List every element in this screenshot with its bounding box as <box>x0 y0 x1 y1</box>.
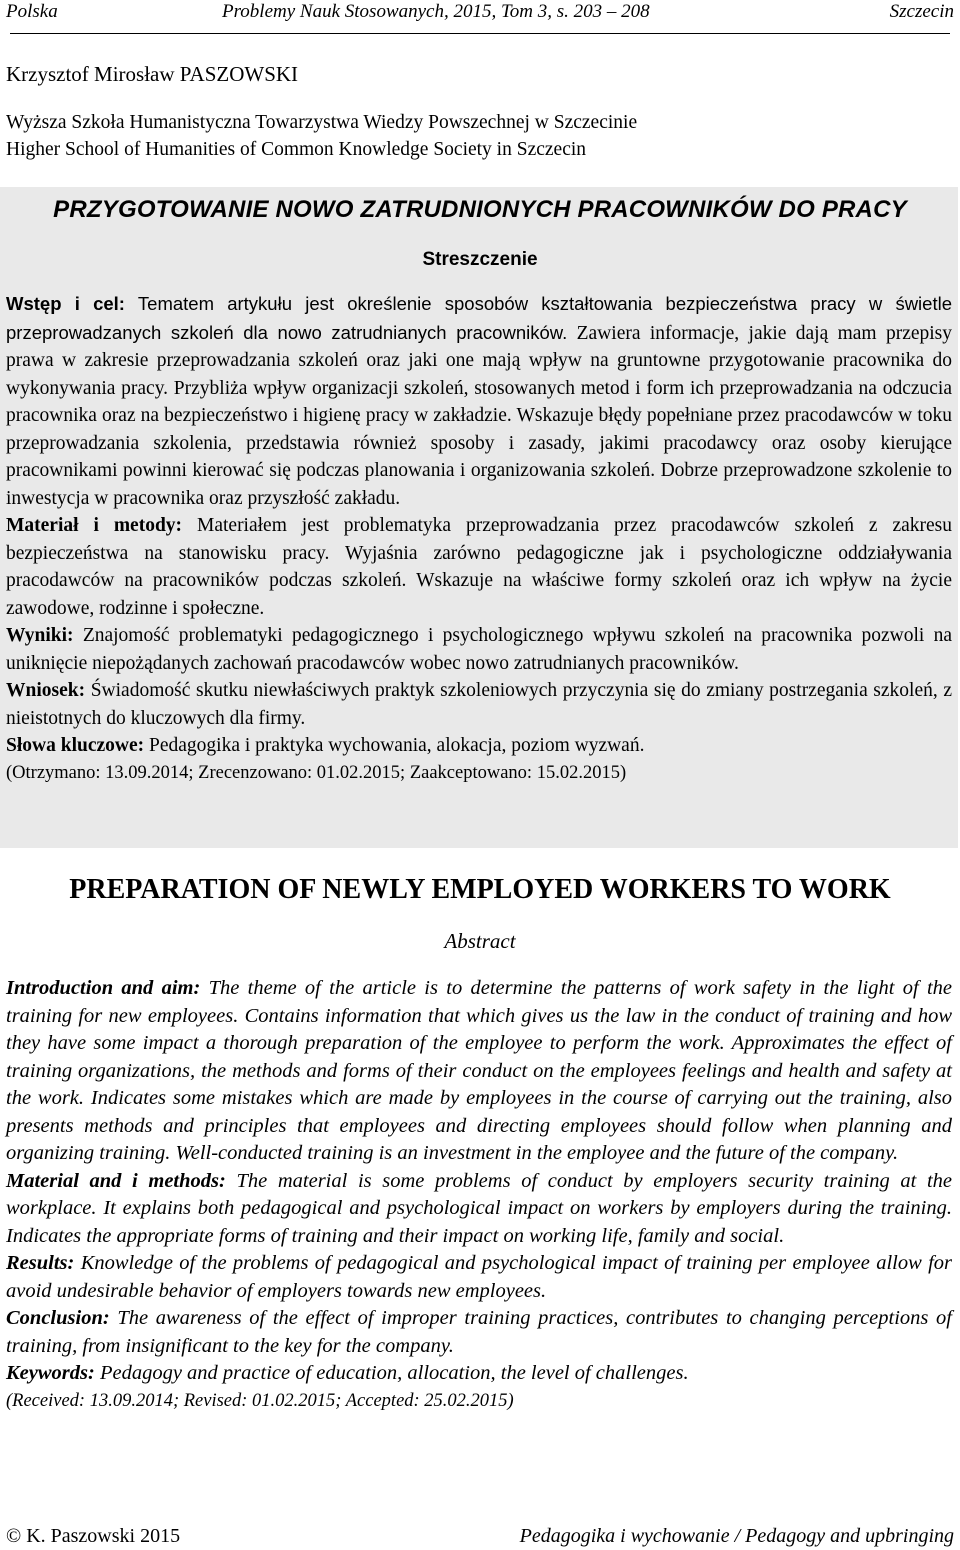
polish-dates: (Otrzymano: 13.09.2014; Zrecenzowano: 01.02.2015; Zaakceptowano: 15.02.2015) <box>6 762 627 783</box>
keywords-text: Pedagogika i praktyka wychowania, alokacja, poziom wyzwań. <box>149 735 645 756</box>
methods-label: Materiał i metody: <box>6 515 183 536</box>
results-text: Znajomość problematyki pedagogicznego i psychologicznego wpływu szkoleń na pracownika pozwoli na uniknięcie niepożądanych zachowań pracodawców wobec nowo zatrudnianych pracowników. <box>6 625 953 674</box>
intro-text-cont: Zawiera informacje, jakie dają mam przepisy prawa w zakresie przeprowadzania szkoleń oraz jaki one mają wpływ na gruntowne przygotowanie pracownika do wykonywania pracy. Przybliża wpływ organizacji szkoleń, stosowanych metod i form ich przeprowadzania na odczucia pracownika oraz na bezpieczeństwo i higienę pracy w zakładzie. Wskazuje błędy popełniane przez pracodawców w toku przeprowadzania szkolenia, przedstawia również sposoby i zasady, jakimi pracodawcy oraz osoby kierujące pracownikami powinni kierować się podczas planowania i organizowania szkoleń. Dobrze przeprowadzone szkolenie to inwestycja w pracownika oraz przyszłość zakładu. <box>6 322 953 509</box>
english-conclusion-paragraph <box>6 1305 952 1360</box>
affiliation-english: Higher School of Humanities of Common Knowledge Society in Szczecin <box>6 139 587 160</box>
english-intro-paragraph <box>6 975 952 1168</box>
intro-label: Wstęp i cel: <box>6 293 125 314</box>
intro-text: Tematem artykułu jest określenie sposobów kształtowania bezpieczeństwa pracy w świetle przeprowadzanych szkoleń dla nowo zatrudnianych pracowników. <box>6 293 952 343</box>
polish-conclusion-paragraph <box>6 677 952 732</box>
intro-text: The theme of the article is to determine the patterns of work safety in the light of the training for new employees. Contains information that which gives us the law in the conduct of training and how they have some impact a thorough preparation of the employee to perform the work. Approximates the effect of training organizations, the methods and forms of their conduct on the employees feelings and health and safety at the work. Indicates some mistakes which are made by employees in the course of carrying out the training, also presents methods and principles that employees and directing employees should follow when planning and organizing training. Well-conducted training is an investment in the employee and the future of the company. <box>6 977 953 1164</box>
header-journal: Problemy Nauk Stosowanych, 2015, Tom 3, s. 203 – 208 <box>222 1 650 22</box>
footer-copyright: © K. Paszowski 2015 <box>6 1525 181 1547</box>
polish-keywords-paragraph <box>6 732 952 760</box>
keywords-text: Pedagogy and practice of education, allocation, the level of challenges. <box>99 1362 689 1384</box>
results-label: Results: <box>6 1252 75 1274</box>
methods-label: Material and i methods: <box>6 1169 226 1192</box>
page-footer <box>6 1524 954 1548</box>
running-header <box>6 1 954 25</box>
english-abstract-heading: Abstract <box>444 929 516 953</box>
results-text: Knowledge of the problems of pedagogical and psychological impact of training per employee allow for avoid undesirable behavior of employers towards new employees. <box>6 1252 953 1302</box>
header-city: Szczecin <box>889 1 954 22</box>
english-abstract-body <box>6 975 952 1415</box>
polish-intro-paragraph <box>6 290 952 512</box>
english-title: PREPARATION OF NEWLY EMPLOYED WORKERS TO WORK <box>69 874 891 905</box>
polish-abstract-heading: Streszczenie <box>422 249 538 270</box>
english-methods-paragraph <box>6 1168 952 1251</box>
results-label: Wyniki: <box>6 625 74 646</box>
methods-text: The material is some problems of conduct by employers security training at the workplace. It explains both pedagogical and psychological impact on workers by employers during the training. Indicates the appropriate forms of training and their impact on working life, family and social. <box>6 1169 952 1247</box>
keywords-label: Słowa kluczowe: <box>6 735 145 756</box>
author-name: Krzysztof Mirosław PASZOWSKI <box>6 62 299 86</box>
polish-abstract-body <box>6 290 952 787</box>
conclusion-label: Conclusion: <box>6 1307 110 1329</box>
header-rule <box>10 33 950 34</box>
polish-results-paragraph <box>6 622 952 677</box>
conclusion-text: The awareness of the effect of improper training practices, contributes to changing perceptions of training, from insignificant to the key for the company. <box>6 1307 952 1357</box>
english-results-paragraph <box>6 1250 952 1305</box>
english-dates: (Received: 13.09.2014; Revised: 01.02.2015; Accepted: 25.02.2015) <box>6 1390 514 1411</box>
polish-methods-paragraph <box>6 512 952 622</box>
polish-title: PRZYGOTOWANIE NOWO ZATRUDNIONYCH PRACOWNIKÓW DO PRACY <box>53 196 907 223</box>
keywords-label: Keywords: <box>6 1362 95 1384</box>
conclusion-label: Wniosek: <box>6 680 86 701</box>
methods-text: Materiałem jest problematyka przeprowadzania przez pracodawców szkoleń z zakresu bezpieczeństwa na stanowisku pracy. Wyjaśnia zarówno pedagogiczne jak i psychologiczne oddziaływania pracodawców na pracowników podczas szkoleń. Wskazuje na właściwe formy szkoleń oraz ich wpływ na życie zawodowe, rodzinne i społeczne. <box>6 515 953 619</box>
conclusion-text: Świadomość skutku niewłaściwych praktyk szkoleniowych przyczynia się do zmiany postrzegania szkoleń, z nieistotnych do kluczowych dla firmy. <box>6 680 952 729</box>
footer-category: Pedagogika i wychowanie / Pedagogy and upbringing <box>519 1525 954 1547</box>
english-keywords-paragraph <box>6 1360 952 1388</box>
header-country: Polska <box>6 1 58 22</box>
intro-label: Introduction and aim: <box>6 977 201 999</box>
affiliation-polish: Wyższa Szkoła Humanistyczna Towarzystwa Wiedzy Powszechnej w Szczecinie <box>6 112 638 133</box>
